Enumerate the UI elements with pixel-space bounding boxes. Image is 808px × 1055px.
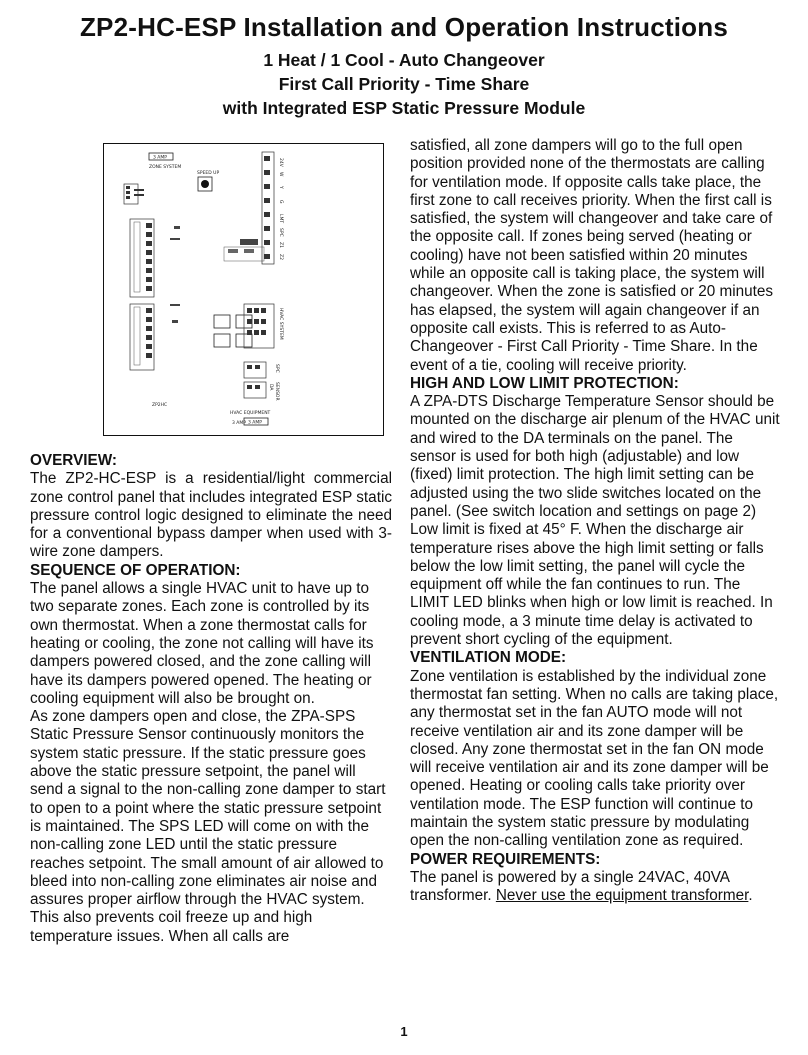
overview-heading: OVERVIEW: — [30, 452, 117, 469]
zone2-terminals — [130, 304, 154, 370]
power-heading: POWER REQUIREMENTS: — [410, 850, 601, 868]
subtitle-line-3: with Integrated ESP Static Pressure Module — [222, 98, 586, 118]
center-switch-block — [224, 239, 264, 261]
board-name-label: ZP2HC — [152, 403, 168, 408]
relays — [214, 315, 252, 347]
right-terminal-column — [262, 152, 284, 264]
terminal-spc-label: SPC — [278, 228, 283, 237]
page-title: ZP2-HC-ESP Installation and Operation Instructions — [79, 12, 729, 42]
fuse-bottom-right-label: 3 AMP — [248, 420, 262, 426]
speed-up-label: SPEED UP — [197, 171, 220, 176]
spc-da-terminals — [244, 362, 280, 401]
sensor-label: SENSOR — [274, 382, 279, 401]
hvac-system-terminals — [244, 304, 284, 348]
sequence-paragraph-1: The panel allows a single HVAC unit to have up to two separate zones. Each zone is controlled by its own thermostat. When a zone thermostat calls for heating or cooling, the zone not calling will have its dampers powered closed, and the zone calling will have its dampers powered opened. The heating or cooling equipment will also be brought on. — [30, 580, 374, 707]
spc-label: SPC — [274, 364, 279, 373]
terminal-g-label: G — [278, 200, 283, 204]
hvac-system-label: HVAC SYSTEM — [278, 308, 283, 340]
sequence-paragraph-2: As zone dampers open and close, the ZPA-SPS Static Pressure Sensor continuously monitors the system static pressure. If the static pressure goes above the static pressure setpoint, the panel will send a signal to the non-calling zone damper to start to open to a point where the static pressure setpoint is maintained. The SPS LED will come on with the non-calling zone LED until the static pressure reaches setpoint. The small amount of air allowed to bleed into non-calling zone eliminates air noise and assures proper airflow through the HVAC system. This also prevents coil freeze up and high temperature issues. When all calls are — [30, 708, 386, 945]
sequence-heading: SEQUENCE OF OPERATION: — [30, 561, 241, 579]
right-column — [410, 137, 782, 905]
power-paragraph — [410, 869, 782, 906]
ventilation-paragraph: Zone ventilation is established by the individual zone thermostat fan setting. When no calls are taking place, any thermostat set in the fan AUTO mode will not receive ventilation air and its zone damper will be closed. Any zone thermostat set in the fan ON mode will receive ventilation air and its zone damper will be opened. Heating or cooling calls take priority over ventilation mode. The ESP function will continue to maintain the system static pressure by modulating open the non-calling ventilation zone as required. — [410, 667, 779, 850]
power-warning-underlined: Never use the equipment transformer — [495, 887, 749, 905]
pot-knob — [201, 180, 209, 188]
left-upper-terminals — [124, 184, 144, 204]
zone-system-label: ZONE SYSTEM — [149, 165, 182, 170]
hvac-equipment-label: HVAC EQUIPMENT — [230, 411, 271, 416]
limit-protection-paragraph: A ZPA-DTS Discharge Temperature Sensor should be mounted on the discharge air plenum of the HVAC unit and wired to the DA terminals on the panel. The sensor is used for both high (adjustable) and low (fixed) limit protection. The high limit setting can be adjusted using the two slide switches located on the panel. (See switch location and settings on page 2) Low limit is fixed at 45° F. When the discharge air temperature rises above the high limit setting or falls below the low limit setting, the panel will cycle the equipment off while the fan continues to run. The LIMIT LED blinks when high or low limit is reached. In cooling mode, a 3 minute time delay is activated to prevent short cycling of the equipment. — [410, 393, 780, 649]
fuse-top-label: 3 AMP — [153, 155, 167, 161]
ventilation-heading: VENTILATION MODE: — [410, 649, 567, 667]
small-components — [170, 226, 180, 323]
terminal-y-label: Y — [278, 186, 283, 189]
subtitle-line-1: 1 Heat / 1 Cool - Auto Changeover — [263, 50, 545, 70]
fuse-bottom-left-label: 3 AMP — [232, 421, 246, 426]
terminal-z2-label: Z2 — [278, 254, 283, 260]
da-label: DA — [268, 384, 273, 391]
terminal-lmt-label: LMT — [278, 214, 283, 224]
subtitle-line-2: First Call Priority - Time Share — [278, 74, 530, 94]
terminal-z1-label: Z1 — [278, 242, 283, 248]
limit-protection-heading: HIGH AND LOW LIMIT PROTECTION: — [410, 374, 679, 392]
changeover-paragraph: satisfied, all zone dampers will go to the full open position provided none of the thermostats are calling for ventilation mode. If opposite calls take place, the first zone to call receives priority. When the first call is satisfied, the system will changeover and take care of the opposite call. If zones being served (heating or cooling) have not been satisfied within 20 minutes while an opposite call is taking place, the system will changeover. When the zone is satisfied or 20 minutes has elapsed, the system will again changeover if an opposite call exists. This is referred to as Auto-Changeover - First Call Priority - Time Share. In the event of a tie, cooling will receive priority. — [410, 137, 774, 374]
terminal-w-label: W — [278, 172, 283, 177]
left-column — [30, 452, 392, 946]
terminal-24v-label: 24V — [278, 158, 283, 167]
power-text: The panel is powered by a single 24VAC, 40VA transformer. — [410, 868, 730, 905]
control-board-diagram — [103, 143, 384, 436]
page-number: 1 — [400, 1024, 408, 1039]
zone1-terminals — [130, 219, 154, 297]
overview-paragraph: The ZP2-HC-ESP is a residential/light commercial zone control panel that includes integrated ESP static pressure control logic designed to eliminate the need for a conventional bypass damper when used with 3-wire zone dampers. — [30, 470, 392, 561]
power-tail: . — [748, 887, 753, 905]
control-board-svg — [104, 144, 385, 437]
